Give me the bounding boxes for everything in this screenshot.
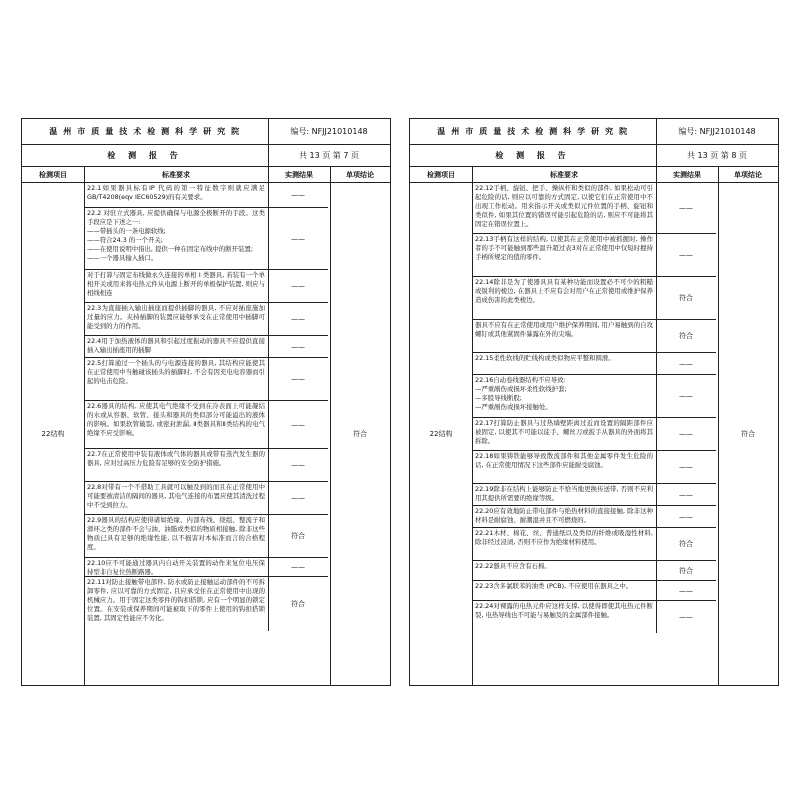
requirement-text: 22.2 对驻立式器具, 应提供确保与电源全极断开的手段。这类手段应是下述之一: ——带插头的一条电源软线; ——符合24.3 的一个开关; ——在使用说明中指出, 提供一种在固定布线中的断开装置; ——一个器具输入插口。 bbox=[87, 209, 265, 262]
page-info: 共 13 页 第 7 页 bbox=[299, 151, 359, 160]
measured-result: —— bbox=[291, 191, 305, 199]
table-row bbox=[84, 270, 328, 303]
measured-result: —— bbox=[679, 512, 693, 521]
requirement-text: 器具不应有在正常使用或用户维护保养期间, 用户易触到的自攻螺钉或其他紧固件暴露在外的尖端。 bbox=[475, 321, 653, 338]
column-divider bbox=[718, 167, 719, 182]
header-row-institute bbox=[410, 119, 778, 145]
requirement-text: 22.5打算通过一个插头的与电源连接的器具, 其结构应能使其在正常使用中当触碰该插头的插脚时, 不会有因充电电容器而引起的电击危险。 bbox=[87, 359, 265, 385]
requirement-text: 22.22器具不应含有石棉。 bbox=[475, 562, 551, 570]
report-title: 检 测 报 告 bbox=[107, 151, 183, 160]
requirement-text: 22.13手柄有这样的结构, 以使其在正常使用中被抓握时, 操作者的手不可能触到那些温升超过表3对在正常使用中仅短时握持手柄所规定的值的零件。 bbox=[475, 235, 653, 261]
column-divider bbox=[330, 167, 331, 182]
col-header-requirement: 标准要求 bbox=[550, 170, 578, 179]
table-row bbox=[472, 528, 716, 561]
measured-result: —— bbox=[679, 463, 693, 471]
requirement-text: 22.21木材、棉花、丝、普通纸以及类似的纤维或吸湿性材料, 除非经过浸渍, 否则不应作为绝缘材料使用。 bbox=[475, 529, 653, 546]
table-row bbox=[472, 581, 716, 601]
requirement-text: 22.10应不可能通过器具内自动开关装置的动作来复位电压保持型非自复位热断路器。 bbox=[87, 559, 265, 576]
col-header-result: 实测结果 bbox=[673, 170, 701, 179]
table-row bbox=[84, 208, 328, 270]
measured-result: —— bbox=[679, 490, 693, 499]
column-header-row bbox=[410, 167, 778, 183]
table-row bbox=[84, 358, 328, 401]
requirement-text: 22.15柔性软线的贮线构或类似物应平整和圆滑。 bbox=[475, 354, 615, 362]
table-row bbox=[472, 484, 716, 506]
requirement-text: 22.16自动卷线器结构不应导致: —严重剐伤或损坏柔性软线护套; —多股导线断股; —严重剐伤或损坏接触处。 bbox=[475, 376, 567, 411]
requirement-text: 22.19除非在结构上能够防止不恰当地更换传送带, 否则不应利用其提供所需要的绝缘等级。 bbox=[475, 485, 653, 502]
col-header-result: 实测结果 bbox=[285, 170, 313, 179]
report-number: 编号: NFJJ21010148 bbox=[678, 127, 756, 136]
col-header-conclusion: 单项结论 bbox=[734, 170, 762, 179]
table-row bbox=[84, 303, 328, 336]
measured-result: 符合 bbox=[679, 566, 693, 575]
report-title: 检 测 报 告 bbox=[495, 151, 571, 160]
table-row bbox=[472, 183, 716, 234]
column-header-row bbox=[22, 167, 390, 183]
column-divider bbox=[84, 167, 85, 182]
requirement-rows bbox=[410, 183, 778, 685]
requirement-text: 22.17打算防止器具与过热墙壁距离过近而设置的隔距部件应被固定, 以使其不可能以徒手、螺丝刀或扳手从器具的外面将其拆除。 bbox=[475, 419, 653, 445]
header-row-title bbox=[22, 145, 390, 167]
table-row bbox=[472, 353, 716, 375]
measured-result: —— bbox=[291, 375, 305, 383]
col-header-item: 检测项目 bbox=[39, 170, 67, 179]
table-row bbox=[84, 336, 328, 358]
requirement-text: 22.6器具的结构, 应使其电气绝缘不受到在冷表面上可能凝结的水或从容器、软管、接头和器具的类似部分可能溢出的液体的影响。如果软管破裂, 或密封泄漏, Ⅱ类器具和Ⅱ类结构的电气绝缘不应受影响。 bbox=[87, 402, 265, 437]
measured-result: —— bbox=[679, 251, 693, 259]
table-row bbox=[472, 451, 716, 484]
table-row bbox=[472, 320, 716, 353]
requirement-text: 22.8对带有一个不借助工具就可以触及到的而且在正常使用中可能要被清洁的隔间的器具, 其电气连接的布置应使其清洗过程中不受到拉力。 bbox=[87, 483, 265, 509]
table-row bbox=[472, 277, 716, 320]
col-header-conclusion: 单项结论 bbox=[346, 170, 374, 179]
requirement-text: 22.14除非是为了使器具具有某种功能而设置必不可少的粗糙或锐利的棱边, 在器具上不应有会对用户在正常使用或维护保养造成伤害的此类棱边。 bbox=[475, 278, 653, 304]
measured-result: 符合 bbox=[679, 332, 693, 340]
table-row bbox=[84, 515, 328, 558]
institute-name: 温 州 市 质 量 技 术 检 测 科 学 研 究 院 bbox=[49, 127, 241, 136]
measured-result: —— bbox=[291, 461, 305, 469]
measured-result: 符合 bbox=[291, 600, 305, 608]
table-row bbox=[84, 577, 328, 631]
requirement-rows bbox=[22, 183, 390, 685]
requirement-text: 22.18如果铸铁能够导致散流部件和其他金属零件发生危险的话, 在正常使用情况下这些部件应能耐受腐蚀。 bbox=[475, 452, 653, 469]
measured-result: —— bbox=[291, 234, 305, 243]
institute-name: 温 州 市 质 量 技 术 检 测 科 学 研 究 院 bbox=[437, 127, 629, 136]
measured-result: —— bbox=[679, 359, 693, 368]
requirement-text: 22.3为直接插入输出插座而提供插脚的器具, 不应对插座施加过量的应力。夹持插脚的装置应能够承受在正常使用中插脚可能受到的力的作用。 bbox=[87, 304, 265, 330]
table-row bbox=[472, 561, 716, 581]
table-row bbox=[84, 558, 328, 577]
requirements-table bbox=[22, 183, 390, 685]
table-row bbox=[84, 401, 328, 449]
measured-result: —— bbox=[679, 204, 693, 212]
column-divider bbox=[268, 167, 269, 182]
measured-result: —— bbox=[679, 392, 693, 400]
header-row-institute bbox=[22, 119, 390, 145]
table-row bbox=[472, 601, 716, 633]
page-info: 共 13 页 第 8 页 bbox=[687, 151, 747, 160]
measured-result: —— bbox=[291, 494, 305, 502]
measured-result: —— bbox=[291, 315, 305, 323]
measured-result: —— bbox=[679, 613, 693, 621]
test-item-category: 22结构 bbox=[429, 430, 453, 438]
measured-result: —— bbox=[291, 563, 305, 571]
requirement-text: 22.1如果器具标有IP 代码的第一特征数字则就应满足GB/T4208(eqv IEC60529)的有关要求。 bbox=[87, 184, 265, 201]
measured-result: 符合 bbox=[291, 532, 305, 540]
requirement-text: 22.23含多氯联苯的油类 (PCB), 不应使用在器具之中。 bbox=[475, 582, 633, 590]
overall-conclusion: 符合 bbox=[353, 430, 367, 438]
test-item-category: 22结构 bbox=[41, 430, 65, 438]
table-row bbox=[472, 375, 716, 418]
col-header-requirement: 标准要求 bbox=[162, 170, 190, 179]
report-number: 编号: NFJJ21010148 bbox=[290, 127, 368, 136]
requirement-text: 22.24对裸露的电热元件应这样支撑, 以使得即使其电热元件断裂, 电热导线也不可能与易触及的金属部件接触。 bbox=[475, 602, 653, 619]
requirement-text: 22.4用于加热液体的器具和引起过度振动的器具不应提供直接插入输出插座用的插脚 bbox=[87, 337, 265, 354]
col-header-item: 检测项目 bbox=[427, 170, 455, 179]
header-row-title bbox=[410, 145, 778, 167]
report-page-right bbox=[409, 118, 779, 686]
requirement-text: 22.11对防止接触带电部件, 防水或防止接触运动部件的不可拆卸零件, 应以可靠的方式固定, 且应承受住在正常使用中出现的机械应力。用于固定这类零件的钩扣搭锁, 应有一个明显的锁定位置。在安装或保养期间可能被取下的零件上使用的钩扣搭锁装置, 其固定性能应不劣化。 bbox=[87, 578, 265, 622]
table-row bbox=[472, 506, 716, 528]
requirement-text: 22.12手柄、旋钮、把手、操纵杆和类似的部件, 如果松动可引起危险的话, 则应以可靠的方式固定, 以使它们在正常使用中不出现工作松动。用来指示开关或类似元件位置的手柄、旋钮和类似件, 如果其位置的错误可能引起危险的话, 则应不可能将其固定在错误位置上。 bbox=[475, 184, 653, 228]
table-row bbox=[84, 449, 328, 482]
requirement-text: 对于打算与固定布线做永久连接的单相 I 类器具, 若装有一个单相开关或用来将电热元件从电源上断开的单极保护装置, 则应与相线相连 bbox=[87, 271, 265, 297]
table-row bbox=[472, 234, 716, 277]
table-row bbox=[84, 482, 328, 515]
column-divider bbox=[656, 167, 657, 182]
measured-result: —— bbox=[679, 430, 693, 438]
overall-conclusion: 符合 bbox=[741, 430, 755, 438]
measured-result: —— bbox=[291, 342, 305, 351]
requirement-text: 22.7在正常使用中装有液体或气体的器具或带有蒸汽发生器的器具, 应对过高压力危险有足够的安全防护措施。 bbox=[87, 450, 265, 467]
column-divider bbox=[472, 167, 473, 182]
table-row bbox=[472, 418, 716, 451]
measured-result: —— bbox=[679, 586, 693, 595]
report-page-left bbox=[21, 118, 391, 686]
requirements-table bbox=[410, 183, 778, 685]
requirement-text: 22.20应有效地防止带电部件与绝热材料的直接接触, 除非这种材料是耐腐蚀、耐潮湿并且不可燃烧的。 bbox=[475, 507, 653, 524]
requirement-text: 22.9器具的结构应使得诸如绝缘、内部布线、绕组、整流子和滑环之类的部件不会与油、油脂或类似的物质相接触, 除非这些物质已具有足够的绝缘性能, 以不损害对本标准而言的合格程度。 bbox=[87, 516, 265, 551]
measured-result: 符合 bbox=[679, 540, 693, 548]
measured-result: 符合 bbox=[679, 294, 693, 302]
table-row bbox=[84, 183, 328, 208]
measured-result: —— bbox=[291, 420, 305, 429]
measured-result: —— bbox=[291, 282, 305, 290]
